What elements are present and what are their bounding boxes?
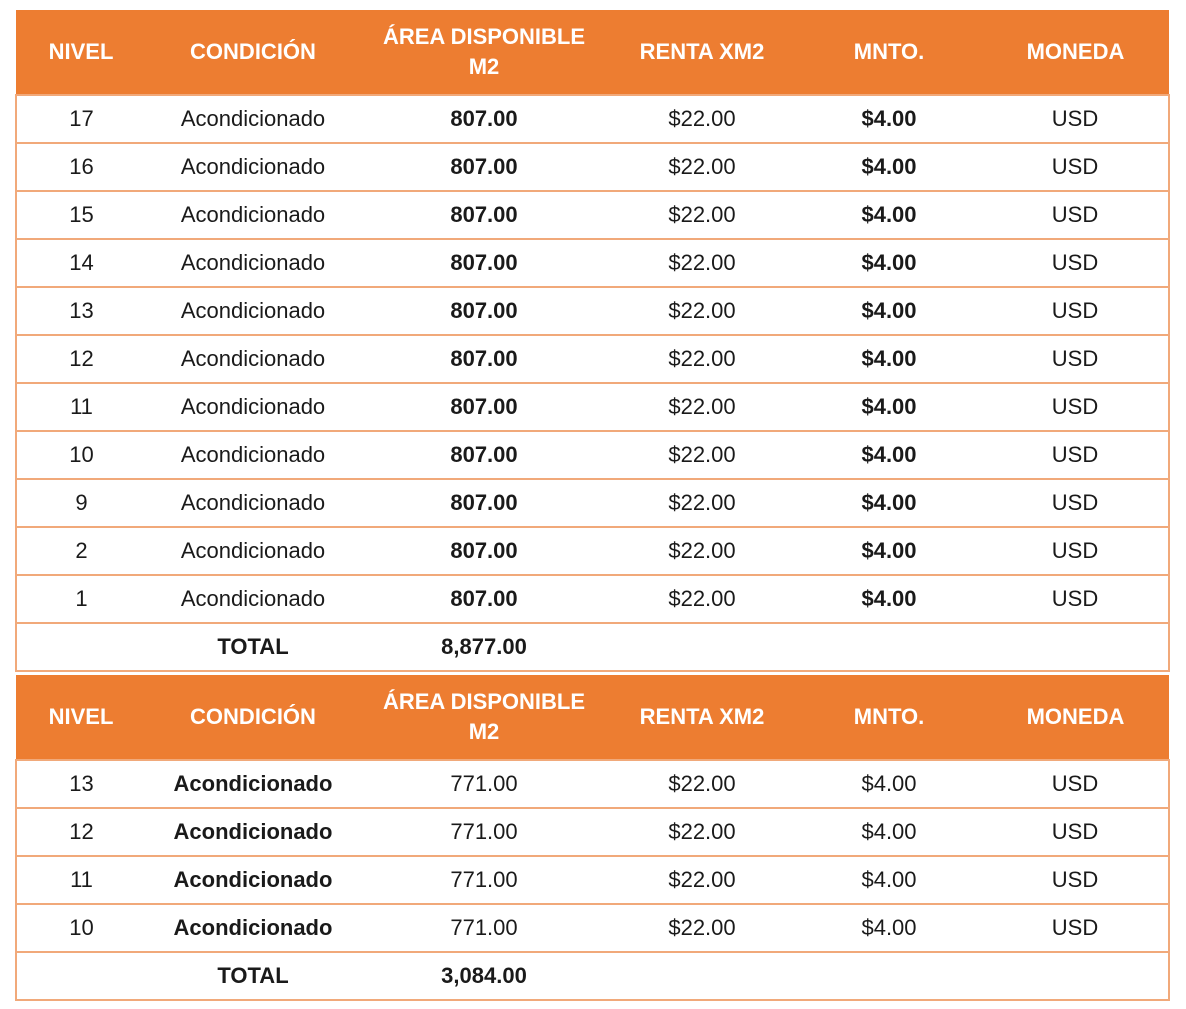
cell-renta: $22.00 — [608, 431, 796, 479]
cell-nivel: 14 — [16, 239, 146, 287]
cell-renta: $22.00 — [608, 808, 796, 856]
cell-nivel: 13 — [16, 287, 146, 335]
table-row — [16, 856, 1169, 904]
cell-moneda: USD — [982, 335, 1169, 383]
cell-condicion: Acondicionado — [146, 287, 360, 335]
total-empty-cell — [16, 952, 146, 1000]
cell-condicion: Acondicionado — [146, 383, 360, 431]
cell-renta: $22.00 — [608, 335, 796, 383]
cell-nivel: 15 — [16, 191, 146, 239]
cell-moneda: USD — [982, 287, 1169, 335]
cell-renta: $22.00 — [608, 904, 796, 952]
header-nivel: NIVEL — [16, 10, 146, 95]
cell-nivel: 12 — [16, 808, 146, 856]
cell-renta: $22.00 — [608, 760, 796, 808]
cell-mnto: $4.00 — [796, 239, 982, 287]
cell-moneda: USD — [982, 95, 1169, 143]
table-row — [16, 575, 1169, 623]
total-empty-cell — [16, 623, 146, 671]
cell-nivel: 2 — [16, 527, 146, 575]
header-renta: RENTA XM2 — [608, 675, 796, 760]
cell-area: 807.00 — [360, 143, 608, 191]
header-renta: RENTA XM2 — [608, 10, 796, 95]
cell-nivel: 1 — [16, 575, 146, 623]
header-moneda: MONEDA — [982, 675, 1169, 760]
header-mnto: MNTO. — [796, 10, 982, 95]
cell-area: 807.00 — [360, 479, 608, 527]
cell-moneda: USD — [982, 239, 1169, 287]
header-nivel: NIVEL — [16, 675, 146, 760]
table-header-row — [16, 10, 1169, 95]
cell-renta: $22.00 — [608, 191, 796, 239]
cell-mnto: $4.00 — [796, 856, 982, 904]
total-empty-cell — [796, 623, 982, 671]
cell-moneda: USD — [982, 760, 1169, 808]
table-row — [16, 239, 1169, 287]
cell-renta: $22.00 — [608, 143, 796, 191]
header-area: ÁREA DISPONIBLE M2 — [360, 675, 608, 760]
total-empty-cell — [608, 623, 796, 671]
header-condicion: CONDICIÓN — [146, 675, 360, 760]
cell-moneda: USD — [982, 143, 1169, 191]
cell-area: 771.00 — [360, 856, 608, 904]
table-row — [16, 143, 1169, 191]
cell-area: 807.00 — [360, 239, 608, 287]
cell-area: 771.00 — [360, 904, 608, 952]
header-area: ÁREA DISPONIBLE M2 — [360, 10, 608, 95]
header-mnto: MNTO. — [796, 675, 982, 760]
table-row — [16, 527, 1169, 575]
total-label: TOTAL — [146, 623, 360, 671]
cell-moneda: USD — [982, 191, 1169, 239]
cell-moneda: USD — [982, 431, 1169, 479]
cell-moneda: USD — [982, 808, 1169, 856]
total-label: TOTAL — [146, 952, 360, 1000]
cell-condicion: Acondicionado — [146, 856, 360, 904]
header-condicion: CONDICIÓN — [146, 10, 360, 95]
total-value: 8,877.00 — [360, 623, 608, 671]
table-row — [16, 904, 1169, 952]
cell-condicion: Acondicionado — [146, 95, 360, 143]
total-empty-cell — [982, 623, 1169, 671]
availability-table-1 — [15, 10, 1170, 672]
cell-mnto: $4.00 — [796, 575, 982, 623]
total-empty-cell — [796, 952, 982, 1000]
cell-nivel: 11 — [16, 383, 146, 431]
cell-mnto: $4.00 — [796, 527, 982, 575]
cell-condicion: Acondicionado — [146, 143, 360, 191]
cell-condicion: Acondicionado — [146, 808, 360, 856]
cell-nivel: 13 — [16, 760, 146, 808]
total-value: 3,084.00 — [360, 952, 608, 1000]
table-row — [16, 335, 1169, 383]
cell-moneda: USD — [982, 527, 1169, 575]
cell-mnto: $4.00 — [796, 383, 982, 431]
cell-nivel: 12 — [16, 335, 146, 383]
cell-area: 807.00 — [360, 287, 608, 335]
cell-renta: $22.00 — [608, 239, 796, 287]
cell-moneda: USD — [982, 856, 1169, 904]
total-row — [16, 623, 1169, 671]
cell-renta: $22.00 — [608, 479, 796, 527]
cell-area: 807.00 — [360, 95, 608, 143]
cell-mnto: $4.00 — [796, 335, 982, 383]
cell-condicion: Acondicionado — [146, 431, 360, 479]
cell-area: 807.00 — [360, 335, 608, 383]
cell-area: 771.00 — [360, 808, 608, 856]
cell-nivel: 11 — [16, 856, 146, 904]
cell-moneda: USD — [982, 904, 1169, 952]
table-header-row — [16, 675, 1169, 760]
cell-moneda: USD — [982, 575, 1169, 623]
cell-mnto: $4.00 — [796, 760, 982, 808]
cell-area: 771.00 — [360, 760, 608, 808]
table-body — [16, 760, 1169, 1000]
cell-condicion: Acondicionado — [146, 760, 360, 808]
cell-renta: $22.00 — [608, 856, 796, 904]
table-row — [16, 431, 1169, 479]
cell-renta: $22.00 — [608, 287, 796, 335]
cell-area: 807.00 — [360, 431, 608, 479]
availability-table-2 — [15, 675, 1170, 1001]
cell-area: 807.00 — [360, 527, 608, 575]
table-row — [16, 808, 1169, 856]
cell-area: 807.00 — [360, 191, 608, 239]
cell-condicion: Acondicionado — [146, 239, 360, 287]
cell-condicion: Acondicionado — [146, 527, 360, 575]
cell-mnto: $4.00 — [796, 431, 982, 479]
cell-renta: $22.00 — [608, 95, 796, 143]
cell-moneda: USD — [982, 383, 1169, 431]
cell-area: 807.00 — [360, 383, 608, 431]
cell-condicion: Acondicionado — [146, 479, 360, 527]
table-row — [16, 479, 1169, 527]
total-empty-cell — [982, 952, 1169, 1000]
cell-mnto: $4.00 — [796, 904, 982, 952]
cell-mnto: $4.00 — [796, 191, 982, 239]
cell-nivel: 9 — [16, 479, 146, 527]
table-row — [16, 760, 1169, 808]
table-row — [16, 383, 1169, 431]
cell-condicion: Acondicionado — [146, 191, 360, 239]
table-row — [16, 95, 1169, 143]
cell-renta: $22.00 — [608, 527, 796, 575]
header-moneda: MONEDA — [982, 10, 1169, 95]
table-row — [16, 287, 1169, 335]
cell-mnto: $4.00 — [796, 287, 982, 335]
cell-mnto: $4.00 — [796, 143, 982, 191]
cell-nivel: 10 — [16, 904, 146, 952]
cell-condicion: Acondicionado — [146, 335, 360, 383]
cell-area: 807.00 — [360, 575, 608, 623]
table-body — [16, 95, 1169, 671]
total-row — [16, 952, 1169, 1000]
cell-mnto: $4.00 — [796, 479, 982, 527]
cell-renta: $22.00 — [608, 575, 796, 623]
cell-condicion: Acondicionado — [146, 575, 360, 623]
cell-renta: $22.00 — [608, 383, 796, 431]
cell-condicion: Acondicionado — [146, 904, 360, 952]
cell-moneda: USD — [982, 479, 1169, 527]
table-row — [16, 191, 1169, 239]
cell-mnto: $4.00 — [796, 95, 982, 143]
cell-nivel: 10 — [16, 431, 146, 479]
cell-mnto: $4.00 — [796, 808, 982, 856]
total-empty-cell — [608, 952, 796, 1000]
cell-nivel: 16 — [16, 143, 146, 191]
cell-nivel: 17 — [16, 95, 146, 143]
